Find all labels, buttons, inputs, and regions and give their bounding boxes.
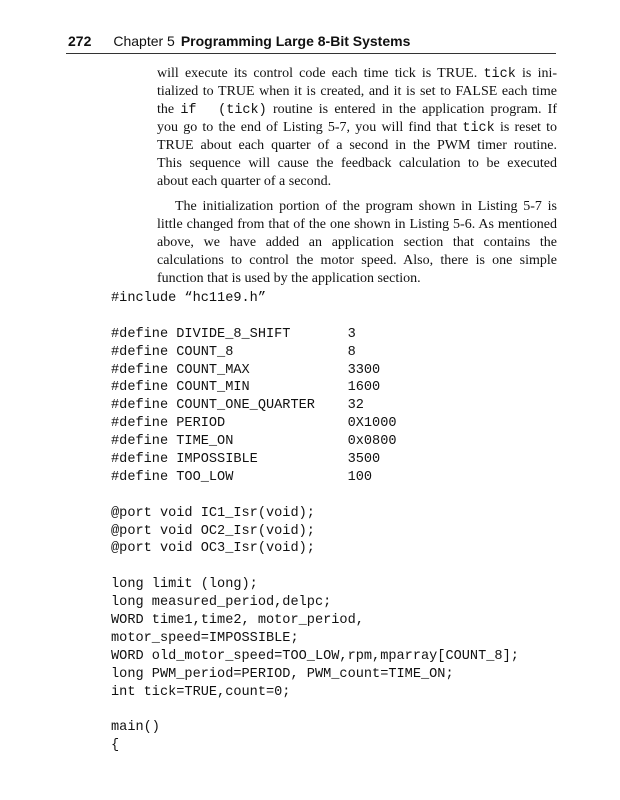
code-line	[111, 487, 571, 505]
code-line: #define COUNT_MIN 1600	[111, 380, 381, 396]
text-line: you go to the end of Listing 5-7, you will find that tick is reset to	[157, 120, 558, 136]
code-line: @port void OC2_Isr(void);	[111, 523, 315, 539]
code-line: long limit (long);	[111, 577, 258, 593]
code-line: long measured_period,delpc;	[111, 595, 332, 611]
code-line: {	[111, 738, 120, 754]
text-line: calculations to control the motor speed. Also, there is one simple	[157, 253, 557, 268]
code-line: @port void OC3_Isr(void);	[111, 541, 315, 557]
code-line: WORD time1,time2, motor_period,	[111, 613, 364, 629]
code-line: int tick=TRUE,count=0;	[111, 684, 291, 700]
text-line: will execute its control code each time tick is TRUE. tick is ini-	[157, 66, 558, 82]
page-number: 272	[68, 33, 92, 49]
code-line: @port void IC1_Isr(void);	[111, 505, 315, 521]
code-line: #define TIME_ON 0x0800	[111, 434, 397, 450]
code-line: #define COUNT_ONE_QUARTER 32	[111, 398, 364, 414]
chapter-label: Chapter 5	[113, 33, 175, 49]
code-line: #define COUNT_MAX 3300	[111, 362, 381, 378]
text-line: This sequence will cause the feedback calculation to be executed	[157, 156, 557, 171]
text-line: above, we have added an application section that contains the	[157, 235, 557, 250]
text-line: tialized to TRUE when it is created, and it is set to FALSE each time	[157, 84, 557, 99]
chapter-title: Programming Large 8-Bit Systems	[180, 33, 411, 49]
running-header	[68, 33, 556, 49]
paragraph-1	[157, 65, 557, 191]
code-line	[111, 701, 571, 719]
code-line: main()	[111, 720, 160, 736]
code-line: #define COUNT_8 8	[111, 344, 356, 360]
text-line: TRUE about each quarter of a second in the PWM timer routine.	[157, 138, 557, 153]
text-line: function that is used by the application section.	[157, 271, 421, 286]
header-rule	[66, 53, 556, 54]
code-line	[111, 308, 571, 326]
code-line: #define IMPOSSIBLE 3500	[111, 452, 381, 468]
code-line: #define DIVIDE_8_SHIFT 3	[111, 326, 356, 342]
code-line: motor_speed=IMPOSSIBLE;	[111, 630, 299, 646]
paragraph-2	[157, 198, 557, 288]
code-line: long PWM_period=PERIOD, PWM_count=TIME_ON;	[111, 666, 454, 682]
text-line: the if (tick) routine is entered in the application program. If	[157, 102, 557, 118]
text-line: about each quarter of a second.	[157, 174, 332, 189]
code-line: #define PERIOD 0X1000	[111, 416, 397, 432]
code-listing	[111, 290, 571, 755]
text-line: The initialization portion of the program shown in Listing 5-7 is	[175, 199, 557, 214]
code-line: #define TOO_LOW 100	[111, 469, 373, 485]
code-line: #include “hc11e9.h”	[111, 291, 266, 306]
code-line: WORD old_motor_speed=TOO_LOW,rpm,mparray[COUNT_8];	[111, 648, 519, 664]
text-line: little changed from that of the one shown in Listing 5-6. As mentioned	[157, 217, 557, 232]
code-line	[111, 558, 571, 576]
